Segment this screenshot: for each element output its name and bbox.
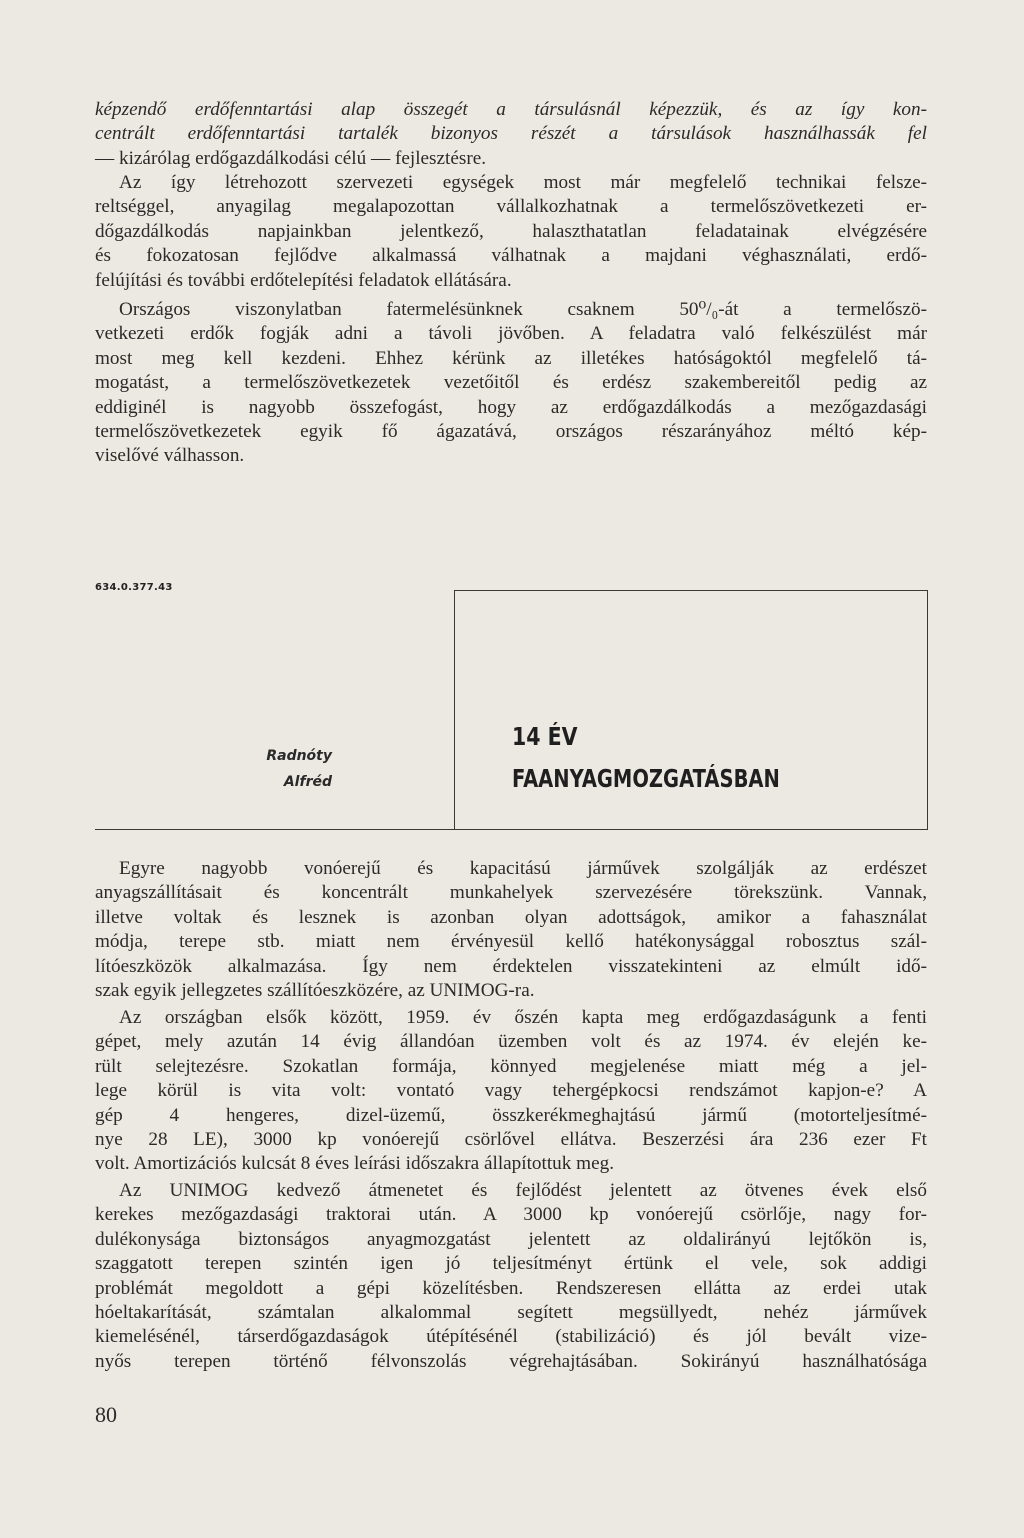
text-line: dulékonysága biztonságos anyagmozgatást jelentett az oldalirányú lejtőkön is,: [95, 1228, 927, 1250]
article-paragraph-1: [95, 857, 927, 1003]
article-title-line-1: 14 ÉV: [512, 722, 578, 751]
top-paragraph-1: [95, 98, 927, 171]
text-line: mogatást, a termelőszövetkezetek vezetőitől és erdész szakembereitől pedig az: [95, 372, 927, 394]
text-line: viselővé válhasson.: [95, 445, 245, 467]
text-line: gépet, mely azután 14 évig állandóan üzemben volt és az 1974. év elején ke-: [95, 1031, 927, 1053]
header-box-top-rule: [454, 590, 928, 591]
text-line: Az országban elsők között, 1959. év őszén kapta meg erdőgazdaságunk a fenti: [119, 1007, 927, 1028]
text-line: kerekes mezőgazdasági traktorai után. A 3000 kp vonóerejű csörlője, nagy for-: [95, 1204, 927, 1226]
article-paragraph-3: [95, 1179, 927, 1374]
text-line: — kizárólag erdőgazdálkodási célú — fejlesztésre.: [95, 147, 487, 169]
classification-code: 634.0.377.43: [95, 582, 173, 593]
header-box-right-rule: [927, 590, 928, 830]
text-line: volt. Amortizációs kulcsát 8 éves leírási időszakra állapítottuk meg.: [95, 1153, 614, 1175]
text-line: Országos viszonylatban fatermelésünknek csaknem 50⁰/₀-át a termelőszö-: [119, 299, 927, 320]
text-line: felújítási és további erdőtelepítési feladatok ellátására.: [95, 269, 512, 291]
article-title-line-2: FAANYAGMOZGATÁSBAN: [512, 764, 780, 793]
text-line: lítóeszközök alkalmazása. Így nem érdektelen visszatekinteni az elmúlt idő-: [95, 955, 927, 977]
text-line: illetve voltak és lesznek is azonban olyan adottságok, amikor a fahasználat: [95, 906, 927, 928]
top-paragraph-3: [95, 298, 927, 469]
text-line: módja, terepe stb. miatt nem érvényesül kellő hatékonysággal robosztus szál-: [95, 931, 927, 953]
text-line: lege körül is vita volt: vontató vagy tehergépkocsi rendszámot kapjon-e? A: [95, 1080, 927, 1102]
text-line: reltséggel, anyagilag megalapozottan vállalkozhatnak a termelőszövetkezeti er-: [95, 196, 927, 218]
text-line: anyagszállításait és koncentrált munkahelyek szervezésére törekszünk. Vannak,: [95, 882, 927, 904]
text-line: és fokozatosan fejlődve alkalmassá válhatnak a majdani véghasználati, erdő-: [95, 245, 927, 267]
text-line: dőgazdálkodás napjainkban jelentkező, halaszthatatlan feladatainak elvégzésére: [95, 220, 927, 242]
text-line: hóeltakarítását, számtalan alkalommal segített megsüllyedt, nehéz járművek: [95, 1302, 927, 1324]
header-box-divider: [454, 590, 455, 830]
text-line: problémát megoldott a gépi közelítésben. Rendszeresen ellátta az erdei utak: [95, 1277, 927, 1299]
author-last-name: Alfréd: [283, 774, 332, 790]
text-line: nyős terepen történő félvonszolás végrehajtásában. Sokirányú használhatósága: [95, 1350, 927, 1372]
text-line: centrált erdőfenntartási tartalék bizonyos részét a társulások használhassák fel: [95, 123, 927, 145]
text-line: eddiginél is nagyobb összefogást, hogy az erdőgazdálkodás a mezőgazdasági: [95, 396, 927, 418]
author-first-name: Radnóty: [266, 748, 332, 764]
text-line: most meg kell kezdeni. Ehhez kérünk az illetékes hatóságoktól megfelelő tá-: [95, 347, 927, 369]
text-line: képzendő erdőfenntartási alap összegét a társulásnál képezzük, és az így kon-: [95, 99, 927, 120]
text-line: Az így létrehozott szervezeti egységek most már megfelelő technikai felsze-: [119, 172, 927, 193]
text-line: szak egyik jellegzetes szállítóeszközére, az UNIMOG-ra.: [95, 980, 535, 1002]
text-line: gép 4 hengeres, dizel-üzemű, összkerékmeghajtású jármű (motorteljesítmé-: [95, 1104, 927, 1126]
text-line: Egyre nagyobb vonóerejű és kapacitású járművek szolgálják az erdészet: [119, 858, 927, 879]
text-line: vetkezeti erdők fogják adni a távoli jövőben. A feladatra való felkészülést már: [95, 323, 927, 345]
text-line: termelőszövetkezetek egyik fő ágazatává, országos részarányához méltó kép-: [95, 421, 927, 443]
text-line: nye 28 LE), 3000 kp vonóerejű csörlővel ellátva. Beszerzési ára 236 ezer Ft: [95, 1129, 927, 1151]
header-bottom-rule: [95, 829, 928, 830]
top-paragraph-2: [95, 171, 927, 293]
text-line: Az UNIMOG kedvező átmenetet és fejlődést jelentett az ötvenes évek első: [119, 1180, 927, 1201]
article-paragraph-2: [95, 1006, 927, 1177]
text-line: rült selejtezésre. Szokatlan formája, könnyed megjelenése miatt még a jel-: [95, 1055, 927, 1077]
page-number: 80: [95, 1402, 117, 1427]
text-line: kiemelésénél, társerdőgazdaságok útépítésénél (stabilizáció) és jól bevált vize-: [95, 1326, 927, 1348]
text-line: szaggatott terepen szintén igen jó teljesítményt értünk el vele, sok addigi: [95, 1253, 927, 1275]
